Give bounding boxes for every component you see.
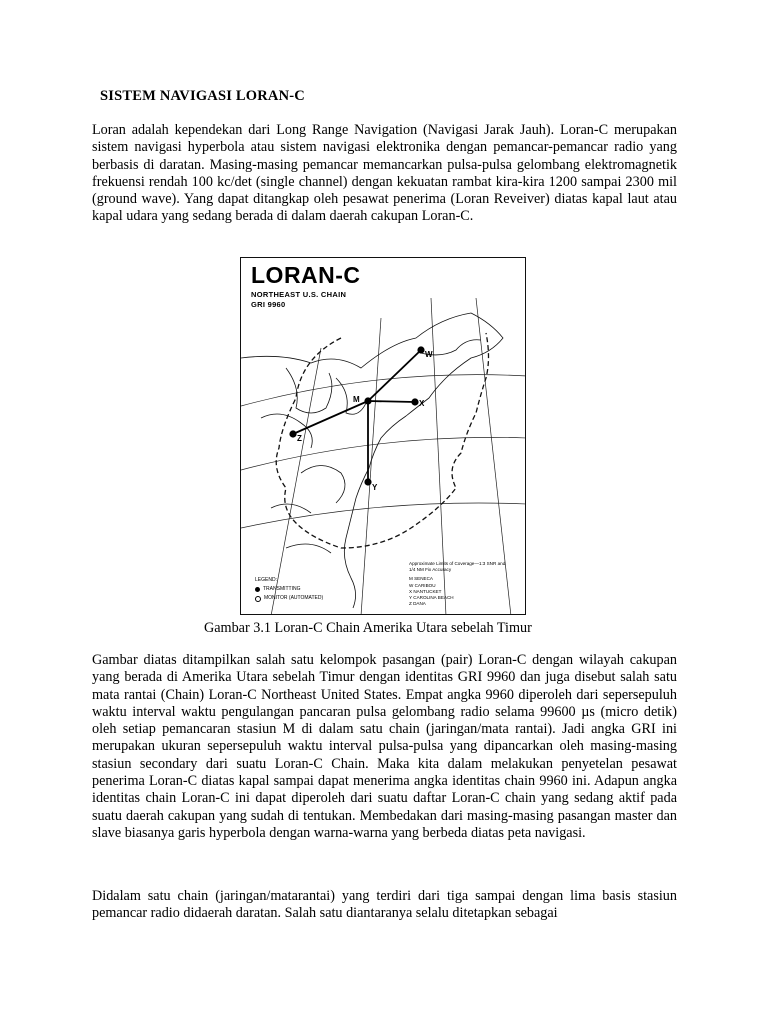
station-label-m: M — [353, 395, 360, 404]
coverage-note-line: Approximate Limits of Coverage—1:3 SNR and — [409, 561, 506, 566]
legend-label-transmitting: TRANSMITTING — [263, 586, 301, 592]
legend-label-monitor: MONITOR (AUTOMATED) — [264, 595, 324, 601]
station-list-item: W CARIBOU — [409, 582, 436, 588]
intro-paragraph: Loran adalah kependekan dari Long Range Navigation (Navigasi Jarak Jauh). Loran-C merupakan sistem navigasi hyperbola atau sistem navigasi elektronika dengan pemancar-pemancar radio yang berbasis di daratan. Masing-masing pemancar memancarkan pulsa-pulsa gelombang elektromagnetik frekuensi rendah 100 kc/det (single channel) dengan kekuatan rambat kira-kira 1200 sampai 2300 mil (ground wave). Yang dapat ditangkap oleh pesawat penerima (Loran Reveiver) diatas kapal laut atau kapal udara yang sedang berada di dalam daerah cakupan Loran-C. — [92, 122, 677, 225]
figure-subtitle-gri: GRI 9960 — [251, 300, 286, 309]
station-label-z: Z — [297, 434, 302, 443]
figure-title: LORAN-C — [251, 262, 361, 288]
body-paragraph-continued: Didalam satu chain (jaringan/matarantai) yang terdiri dari tiga sampai dengan lima basis stasiun pemancar radio didaerah daratan. Salah satu diantaranya selalu ditetapkan sebagai — [92, 888, 677, 922]
coverage-notes — [409, 561, 505, 607]
station-list-item: M SENECA — [409, 576, 433, 582]
figure-caption: Gambar 3.1 Loran-C Chain Amerika Utara sebelah Timur — [204, 620, 532, 636]
station-list-item: Z DANA — [409, 601, 426, 607]
transmitting-dot-icon — [255, 587, 260, 592]
body-paragraph: Gambar diatas ditampilkan salah satu kelompok pasangan (pair) Loran-C dengan wilayah cakupan yang berada di Amerika Utara sebelah Timur dengan identitas GRI 9960 dan juga disebut salah satu mata rantai (Chain) Loran-C Northeast United States. Empat angka 9960 diperoleh dari sepersepuluh waktu interval waktu pengulangan pancaran pulsa gelombang radio selama 99600 µs (micro detik) oleh setiap pemancaran stasiun M di dalam satu chain (jaringan/mata rantai). Jadi angka GRI ini merupakan ukuran sepersepuluh waktu interval pulsa-pulsa yang dipancarkan oleh masing-masing stasiun secondary dari suatu Loran-C Chain. Maka kita dalam melakukan penyetelan pesawat penerima Loran-C diatas kapal sampai dapat menerima angka identitas chain 9960 ini. Adapun angka identitas chain Loran-C ini dapat diperoleh dari suatu daftar Loran-C chain yang sedang aktif pada suatu daerah cakupan yang sudah di tentukan. Membedakan dari masing-masing pasangan master dan slave biasanya garis hyperbola dengan warna-warna yang berbeda diatas peta navigasi. — [92, 652, 677, 841]
loran-c-map-figure — [240, 257, 526, 615]
station-label-w: W — [425, 350, 433, 359]
figure-legend — [255, 576, 323, 603]
station-label-x: X — [419, 399, 425, 408]
station-list-item: Y CAROLINA BEACH — [409, 595, 454, 601]
station-list-item: X NANTUCKET — [409, 588, 442, 594]
figure-subtitle-chain: NORTHEAST U.S. CHAIN — [251, 290, 347, 299]
section-heading: SISTEM NAVIGASI LORAN-C — [100, 88, 305, 104]
coverage-note-line: 1/4 NM Fix Accuracy — [409, 567, 452, 573]
station-label-y: Y — [372, 483, 378, 492]
legend-row-transmitting — [255, 585, 323, 594]
figure-subtitle — [251, 290, 346, 310]
monitor-ring-icon — [255, 596, 261, 602]
legend-row-monitor — [255, 594, 323, 603]
legend-title: LEGEND: — [255, 577, 277, 583]
